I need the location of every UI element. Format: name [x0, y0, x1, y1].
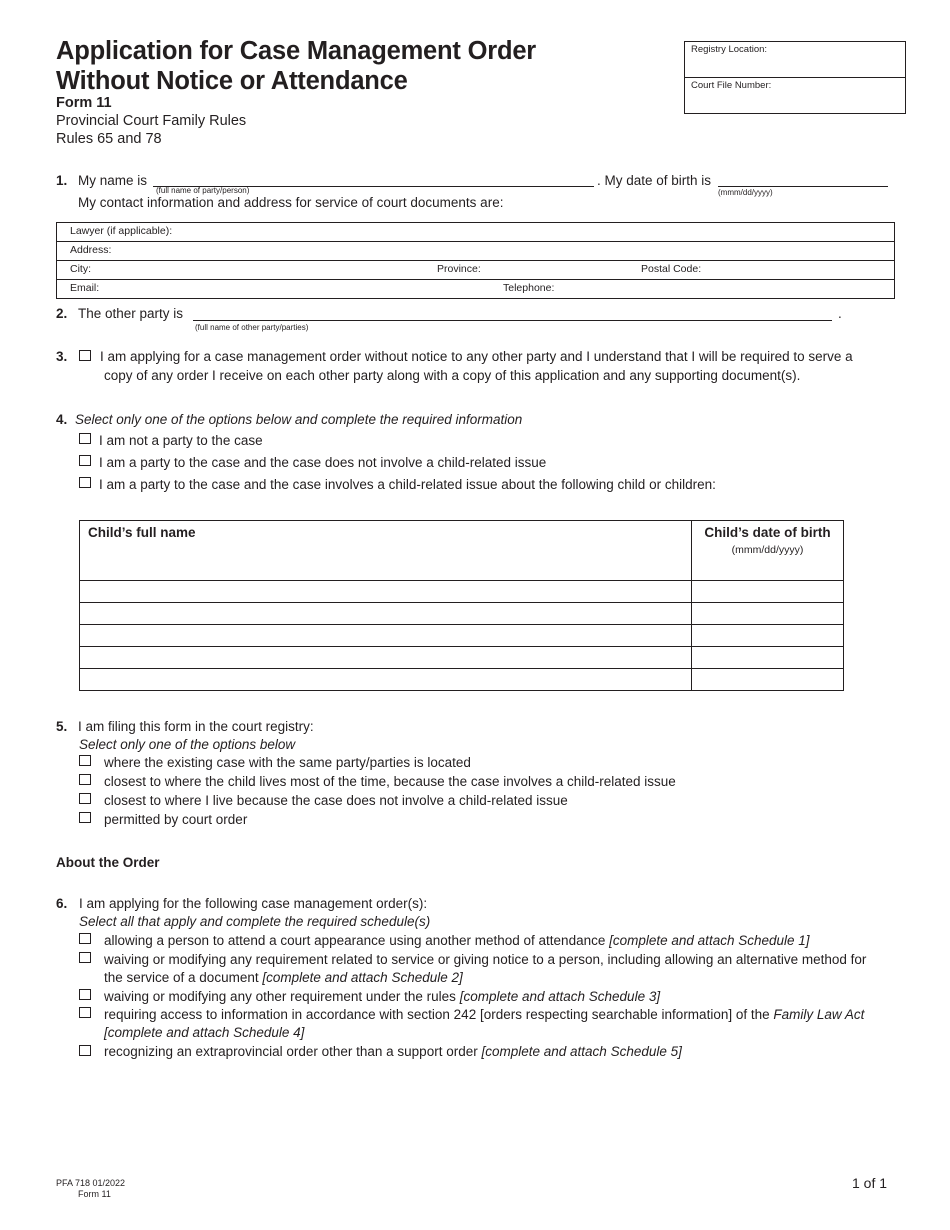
child-name-cell[interactable] [80, 647, 692, 669]
court-order-registry-checkbox[interactable] [79, 812, 91, 823]
postal-code-label: Postal Code: [641, 263, 702, 275]
child-dob-cell[interactable] [692, 625, 844, 647]
schedule-5-note: [complete and attach Schedule 5] [481, 1044, 682, 1059]
section-4-instruction: Select only one of the options below and complete the required information [75, 412, 523, 427]
page-number: 1 of 1 [852, 1175, 888, 1191]
other-party-input-line[interactable] [193, 320, 832, 321]
table-row [80, 669, 844, 691]
child-dob-header: Child’s date of birth [704, 525, 831, 540]
court-order-registry-option: permitted by court order [104, 812, 248, 827]
contact-info-table [56, 222, 895, 299]
section-2-number: 2. [56, 306, 68, 321]
rules-reference: Rules 65 and 78 [56, 131, 162, 147]
city-label: City: [70, 263, 91, 275]
lawyer-label: Lawyer (if applicable): [70, 225, 173, 237]
without-notice-checkbox[interactable] [79, 350, 91, 361]
child-dob-cell[interactable] [692, 603, 844, 625]
information-access-option-line1: requiring access to information in accordance with section 242 [orders respecting searchable information] of the Family Law Act [104, 1007, 865, 1022]
other-requirement-option: waiving or modifying any other requirement under the rules [complete and attach Schedule 3] [104, 989, 661, 1004]
service-order-option-line1: waiving or modifying any requirement related to service or giving notice to a person, including allowing an alternative method for [104, 952, 867, 967]
table-row [80, 603, 844, 625]
form-number: Form 11 [56, 95, 112, 111]
form-title: Application for Case Management Order Without Notice or Attendance [56, 37, 537, 95]
section-5-number: 5. [56, 719, 68, 734]
lawyer-row[interactable] [57, 223, 894, 242]
other-party-hint: (full name of other party/parties) [195, 323, 309, 332]
family-law-act-ref: Family Law Act [773, 1007, 865, 1022]
schedule-2-note: [complete and attach Schedule 2] [262, 970, 463, 985]
other-party-period: . [838, 306, 842, 321]
dob-hint: (mmm/dd/yyyy) [718, 188, 773, 197]
contact-intro: My contact information and address for service of court documents are: [78, 195, 504, 210]
dob-label: . My date of birth is [597, 173, 712, 188]
party-no-child-checkbox[interactable] [79, 455, 91, 466]
address-row[interactable] [57, 242, 894, 261]
email-label: Email: [70, 282, 100, 294]
child-dob-hint: (mmm/dd/yyyy) [731, 544, 804, 556]
registry-box [684, 41, 906, 114]
child-dob-cell[interactable] [692, 581, 844, 603]
party-child-option: I am a party to the case and the case involves a child-related issue about the following child or children: [99, 477, 716, 492]
table-row [80, 625, 844, 647]
schedule-3-note: [complete and attach Schedule 3] [459, 989, 661, 1004]
court-file-number-field[interactable] [685, 78, 905, 93]
other-requirement-checkbox[interactable] [79, 989, 91, 1000]
child-lives-registry-checkbox[interactable] [79, 774, 91, 785]
children-table-header [80, 521, 844, 581]
section-3-text-line2: copy of any order I receive on each other party along with a copy of this application and any supporting document(s). [104, 368, 801, 383]
table-row [80, 581, 844, 603]
schedule-4-note: [complete and attach Schedule 4] [104, 1025, 305, 1040]
email-row[interactable] [57, 280, 894, 298]
service-order-option-line2: the service of a document [complete and attach Schedule 2] [104, 970, 463, 985]
province-label: Province: [437, 263, 481, 275]
section-6-instruction: Select all that apply and complete the required schedule(s) [79, 914, 431, 929]
registry-location-label: Registry Location: [691, 44, 768, 55]
my-name-label: My name is [78, 173, 148, 188]
footer-form-code: PFA 718 01/2022 [56, 1178, 126, 1188]
court-name: Provincial Court Family Rules [56, 113, 247, 129]
child-name-cell[interactable] [80, 581, 692, 603]
children-table [79, 520, 844, 691]
court-file-number-label: Court File Number: [691, 80, 772, 91]
attendance-order-checkbox[interactable] [79, 933, 91, 944]
section-6-label: I am applying for the following case management order(s): [79, 896, 428, 911]
name-hint: (full name of party/person) [156, 186, 250, 195]
city-row[interactable] [57, 261, 894, 280]
service-order-checkbox[interactable] [79, 952, 91, 963]
i-live-registry-option: closest to where I live because the case does not involve a child-related issue [104, 793, 568, 808]
party-child-checkbox[interactable] [79, 477, 91, 488]
about-order-heading: About the Order [56, 855, 160, 870]
child-name-header: Child’s full name [88, 525, 196, 540]
dob-input-line[interactable] [718, 186, 888, 187]
other-party-label: The other party is [78, 306, 184, 321]
schedule-1-note: [complete and attach Schedule 1] [609, 933, 810, 948]
footer-form-number: Form 11 [78, 1189, 111, 1199]
information-access-checkbox[interactable] [79, 1007, 91, 1018]
child-dob-cell[interactable] [692, 669, 844, 691]
child-dob-header-cell [692, 521, 844, 581]
i-live-registry-checkbox[interactable] [79, 793, 91, 804]
child-name-cell[interactable] [80, 625, 692, 647]
attendance-order-option: allowing a person to attend a court appearance using another method of attendance [complete and attach Schedule 1] [104, 933, 810, 948]
section-4-number: 4. [56, 412, 68, 427]
section-3-text-line1: I am applying for a case management order without notice to any other party and I understand that I will be required to serve a [100, 349, 853, 364]
section-3-number: 3. [56, 349, 68, 364]
extraprovincial-order-option: recognizing an extraprovincial order other than a support order [complete and attach Schedule 5] [104, 1044, 682, 1059]
telephone-label: Telephone: [503, 282, 555, 294]
child-name-cell[interactable] [80, 603, 692, 625]
child-name-header-cell [80, 521, 692, 581]
existing-case-registry-option: where the existing case with the same party/parties is located [104, 755, 471, 770]
section-5-instruction: Select only one of the options below [79, 737, 296, 752]
extraprovincial-order-checkbox[interactable] [79, 1045, 91, 1056]
address-label: Address: [70, 244, 112, 256]
child-name-cell[interactable] [80, 669, 692, 691]
existing-case-registry-checkbox[interactable] [79, 755, 91, 766]
section-6-number: 6. [56, 896, 68, 911]
table-row [80, 647, 844, 669]
child-lives-registry-option: closest to where the child lives most of the time, because the case involves a child-related issue [104, 774, 676, 789]
registry-location-field[interactable] [685, 42, 905, 78]
section-5-label: I am filing this form in the court registry: [78, 719, 314, 734]
child-dob-cell[interactable] [692, 647, 844, 669]
not-party-option: I am not a party to the case [99, 433, 263, 448]
party-no-child-option: I am a party to the case and the case does not involve a child-related issue [99, 455, 547, 470]
not-party-checkbox[interactable] [79, 433, 91, 444]
section-1-number: 1. [56, 173, 68, 188]
